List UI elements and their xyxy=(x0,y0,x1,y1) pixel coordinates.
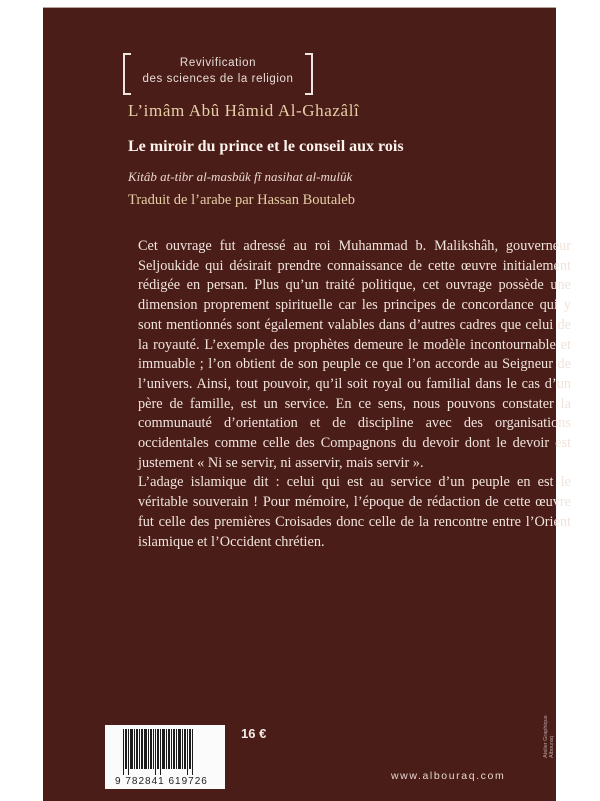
publisher-website: www.albouraq.com xyxy=(391,770,506,782)
series-line-1: Revivification xyxy=(179,57,257,69)
translator-credit: Traduit de l’arabe par Hassan Boutaleb xyxy=(128,192,355,208)
left-bracket xyxy=(123,53,131,95)
book-back-cover xyxy=(43,7,571,801)
price: 16 € xyxy=(241,726,267,741)
original-title: Kitâb at-tibr al-masbûk fî nasihat al-mulûk xyxy=(128,169,353,184)
series-text xyxy=(133,55,303,87)
blurb-paragraph-2: L’adage islamique dit : celui qui est au service d’un peuple en est le véritable souverain ! Pour mémoire, l’époque de rédaction de cette œuvre fut celle des premières Croisades donc celle de la rencontre entre l’Orient islamique et l’Occident chrétien. xyxy=(138,474,571,550)
series-line-2: des sciences de la religion xyxy=(142,73,294,85)
author-name: L’imâm Abû Hâmid Al-Ghazâlî xyxy=(128,101,360,120)
barcode xyxy=(105,725,225,789)
isbn-number: 9 782841 619726 xyxy=(115,776,208,787)
blurb-paragraph-1: Cet ouvrage fut adressé au roi Muhammad b. Malikshâh, gouverneur Seljoukide qui désirait prendre connaissance de cette œuvre initialement rédigée en persan. Plus qu’un traité politique, cet ouvrage possède une dimension proprement spirituelle car les principes de concordance qui y sont mentionnés sont également valables dans d’autres cadres que celui de la royauté. L’exemple des prophètes demeure le modèle incontournable et immuable ; l’on obtient de son peuple ce que l’on accorde au Seigneur de l’univers. Ainsi, tout pouvoir, qu’il soit royal ou familial dans le cas d’un père de famille, est un service. En ce sens, nous pouvons constater la communauté d’orientation et de discipline avec des organisations occidentales comme celle des Compagnons du devoir dont le devoir est justement « Ni se servir, ni asservir, mais servir ». xyxy=(138,238,571,471)
series-label xyxy=(123,53,313,93)
design-credit: Atelier Graphique Albouraq xyxy=(543,715,555,758)
barcode-bars-icon xyxy=(123,729,213,773)
right-bracket xyxy=(305,53,313,95)
book-title: Le miroir du prince et le conseil aux rois xyxy=(128,138,404,155)
blurb xyxy=(138,237,571,552)
